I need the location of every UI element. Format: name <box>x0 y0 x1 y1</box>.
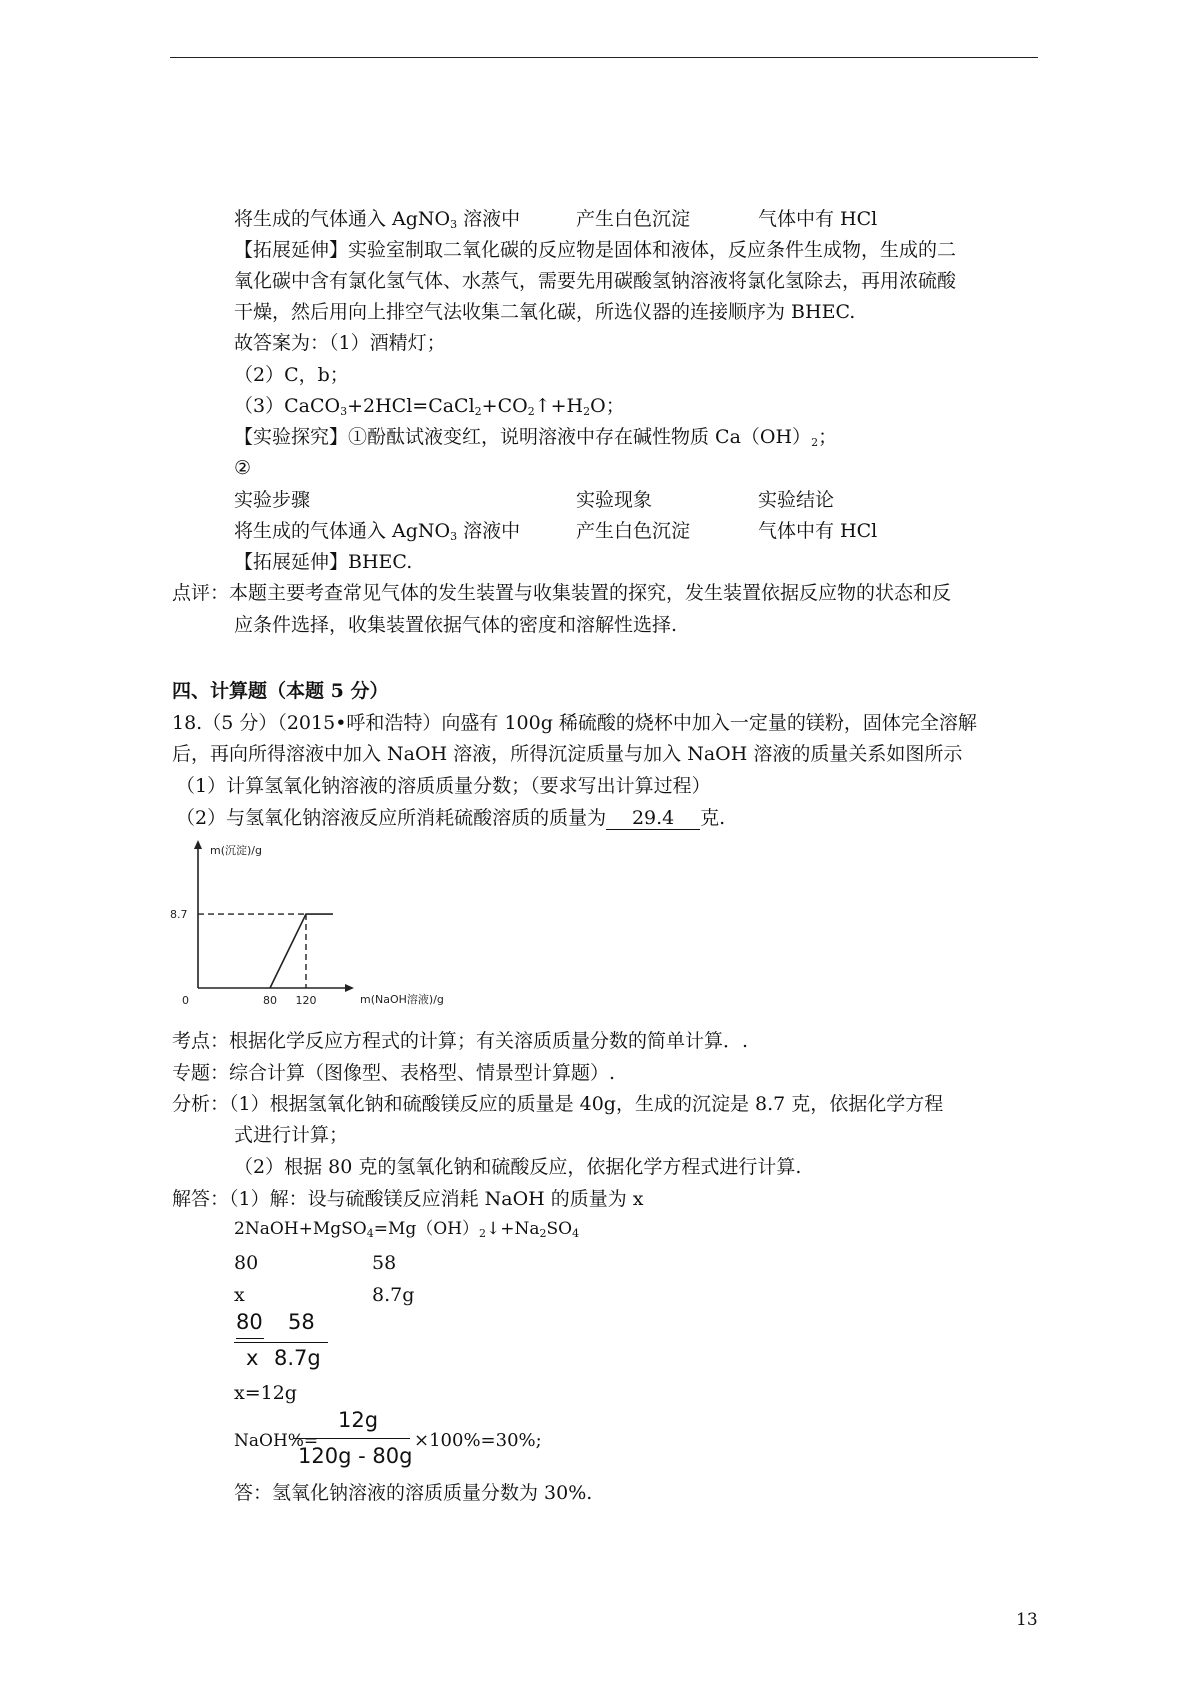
text-part: 【实验探究】①酚酞试液变红，说明溶液中存在碱性物质 Ca（OH） <box>234 426 812 448</box>
subscript: 2 <box>479 1227 487 1240</box>
eq-part: O； <box>590 395 625 417</box>
table-header-phenomenon: 实验现象 <box>576 489 653 511</box>
subscript: 3 <box>340 405 348 418</box>
chart-marks <box>170 908 333 1007</box>
fraction-bar <box>294 1438 410 1439</box>
fenxi-line: 式进行计算； <box>234 1124 349 1146</box>
ratio-row-value: x <box>234 1284 245 1306</box>
x-tick-label: 80 <box>263 994 277 1007</box>
reaction-equation <box>234 1216 579 1242</box>
comment-line: 点评：本题主要考查常见气体的发生装置与收集装置的探究，发生装置依据反应物的状态和反 <box>172 582 952 604</box>
table-header-step: 实验步骤 <box>234 489 311 511</box>
proportion-fraction <box>234 1310 334 1374</box>
question-part-1: （1）计算氢氧化钠溶液的溶质质量分数；（要求写出计算过程） <box>176 775 711 797</box>
fenxi-line: （2）根据 80 克的氢氧化钠和硫酸反应，依据化学方程式进行计算. <box>234 1156 802 1178</box>
answer-line: 故答案为：（1）酒精灯； <box>234 332 446 354</box>
fraction-numerator: 12g <box>338 1408 379 1432</box>
subscript: 4 <box>366 1227 374 1240</box>
cell-step-rest: 溶液中 <box>457 208 521 230</box>
subscript: 2 <box>539 1227 547 1240</box>
page-number: 13 <box>1016 1610 1038 1630</box>
question-line: 18.（5 分）（2015•呼和浩特）向盛有 100g 稀硫酸的烧杯中加入一定量的镁粉，固体完全溶解 <box>172 712 977 734</box>
x-tick-label: 0 <box>182 994 189 1007</box>
question-text: （2）与氢氧化钠溶液反应所消耗硫酸溶质的质量为 <box>176 807 607 829</box>
cell-step: 将生成的气体通入 AgNO <box>234 208 451 230</box>
question-part-2 <box>176 805 725 831</box>
subscript: 3 <box>450 218 458 231</box>
fraction-bar-mark <box>236 1338 264 1339</box>
eq-part: +2HCl=CaCl <box>347 395 475 417</box>
subscript: 2 <box>583 405 591 418</box>
fraction-denominator: 120g - 80g <box>298 1444 413 1468</box>
answer-line: （2）C，b； <box>234 364 349 386</box>
ratio-row-value: 80 <box>234 1252 259 1274</box>
pct-suffix: ×100%=30%; <box>414 1430 542 1451</box>
jieda-line: 解答：（1）解：设与硫酸镁反应消耗 NaOH 的质量为 x <box>172 1188 644 1210</box>
question-text: 克. <box>700 807 726 829</box>
table-row <box>234 518 520 544</box>
subscript: 2 <box>811 436 819 449</box>
table-row-previous <box>234 206 520 232</box>
subscript: 2 <box>527 405 535 418</box>
eq-part: （3）CaCO <box>234 395 341 417</box>
fraction-numerator-left: 80 <box>236 1310 263 1334</box>
eq-part: =Mg（OH） <box>373 1219 480 1239</box>
equation-line <box>234 393 625 419</box>
cell-phenomenon: 产生白色沉淀 <box>576 520 691 542</box>
zhuanti-line: 专题：综合计算（图像型、表格型、情景型计算题）. <box>172 1062 616 1084</box>
text-part: ； <box>818 426 838 448</box>
answer-line: 【拓展延伸】BHEC. <box>234 551 413 573</box>
y-axis-label: m(沉淀)/g <box>210 844 262 857</box>
eq-part: 2NaOH+MgSO <box>234 1219 367 1239</box>
series-line <box>270 914 333 988</box>
subscript: 3 <box>450 530 458 543</box>
comment-line: 应条件选择，收集装置依据气体的密度和溶解性选择. <box>234 614 678 636</box>
x-axis-label: m(NaOH溶液)/g <box>360 993 444 1006</box>
fenxi-line: 分析：（1）根据氢氧化钠和硫酸镁反应的质量是 40g，生成的沉淀是 8.7 克，依据化学方程 <box>172 1093 944 1115</box>
section-title: 四、计算题（本题 5 分） <box>172 680 389 702</box>
eq-part: +CO <box>481 395 528 417</box>
final-answer: 答：氢氧化钠溶液的溶质质量分数为 30%. <box>234 1482 593 1504</box>
precipitate-chart <box>170 838 460 1007</box>
cell-phenomenon: 产生白色沉淀 <box>576 208 691 230</box>
y-tick-label: 8.7 <box>170 908 188 922</box>
x-result: x=12g <box>234 1382 297 1404</box>
cell-conclusion: 气体中有 HCl <box>758 208 878 230</box>
subscript: 4 <box>572 1227 580 1240</box>
pct-prefix: NaOH%= <box>234 1431 319 1451</box>
eq-part: SO <box>546 1219 573 1239</box>
circled-number: ② <box>234 457 252 479</box>
x-axis-arrow <box>345 984 354 992</box>
header-rule <box>170 57 1038 58</box>
x-tick-label: 120 <box>295 994 317 1007</box>
chart-axes <box>194 840 354 992</box>
answer-blank: 29.4 <box>606 807 700 830</box>
question-line: 后，再向所得溶液中加入 NaOH 溶液，所得沉淀质量与加入 NaOH 溶液的质量关系如图所示 <box>172 743 963 765</box>
paragraph-line: 【拓展延伸】实验室制取二氧化碳的反应物是固体和液体，反应条件生成物，生成的二 <box>234 239 957 261</box>
fraction-denominator-left: x <box>246 1346 259 1370</box>
cell-step: 将生成的气体通入 AgNO <box>234 520 451 542</box>
eq-part: ↑+H <box>534 395 584 417</box>
fraction-bar <box>234 1342 328 1343</box>
table-header-conclusion: 实验结论 <box>758 489 835 511</box>
eq-part: ↓+Na <box>486 1219 540 1239</box>
paragraph-line: 干燥，然后用向上排空气法收集二氧化碳，所选仪器的连接顺序为 BHEC. <box>234 301 856 323</box>
cell-conclusion: 气体中有 HCl <box>758 520 878 542</box>
ratio-row-value: 58 <box>372 1252 397 1274</box>
answer-line <box>234 424 837 450</box>
kaodian-line: 考点：根据化学反应方程式的计算；有关溶质质量分数的简单计算．. <box>172 1030 749 1052</box>
y-axis-arrow <box>194 840 202 849</box>
paragraph-line: 氧化碳中含有氯化氢气体、水蒸气，需要先用碳酸氢钠溶液将氯化氢除去，再用浓硫酸 <box>234 270 957 292</box>
fraction-denominator-right: 8.7g <box>274 1346 321 1370</box>
cell-step-rest: 溶液中 <box>457 520 521 542</box>
percent-fraction <box>294 1408 414 1478</box>
ratio-row-value: 8.7g <box>372 1284 415 1306</box>
fraction-numerator-right: 58 <box>288 1310 315 1334</box>
subscript: 2 <box>474 405 482 418</box>
